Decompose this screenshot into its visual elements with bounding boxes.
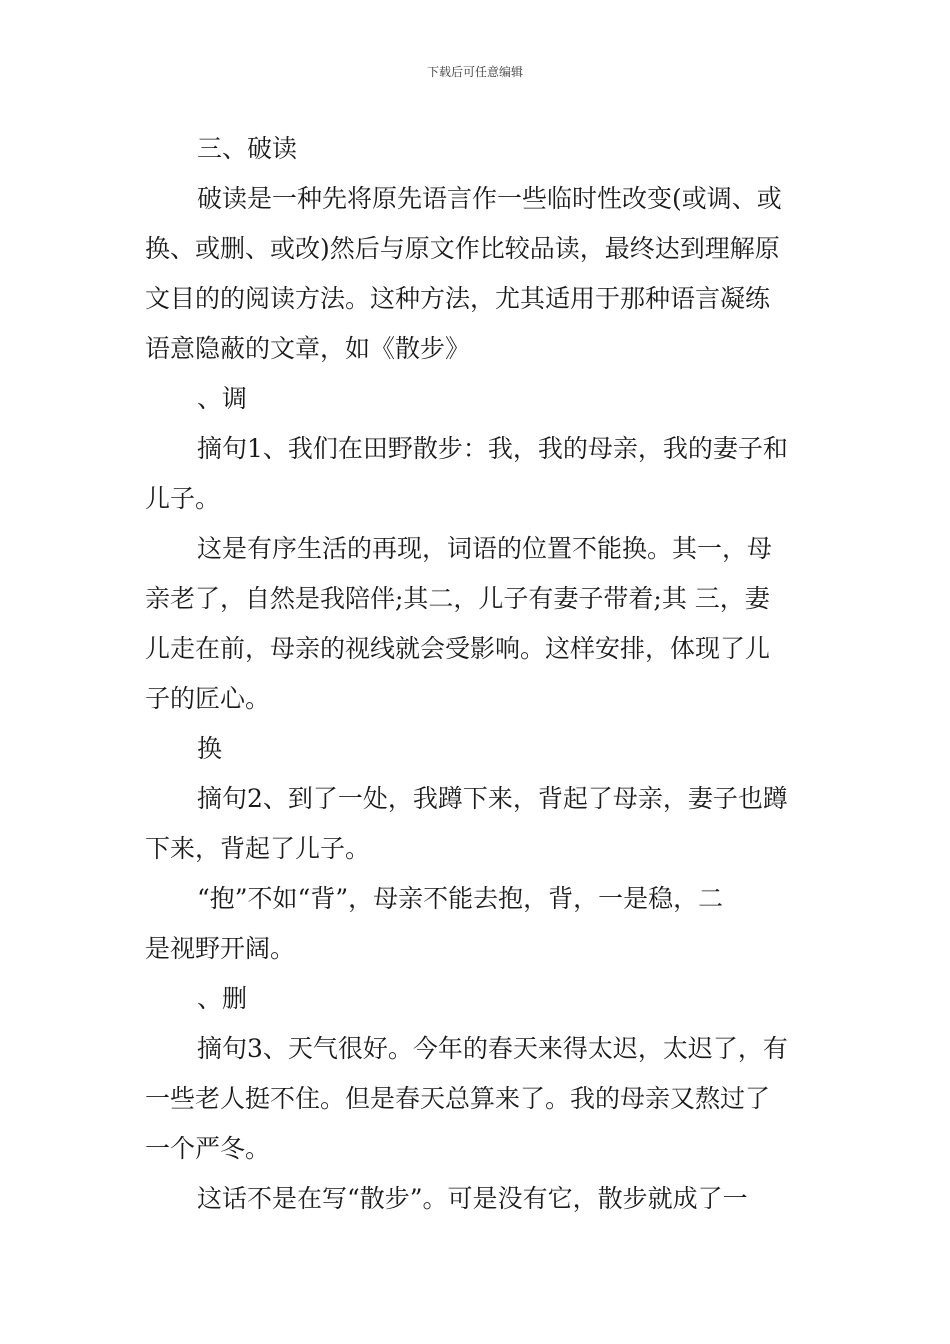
paragraph-line: 儿走在前，母亲的视线就会受影响。这样安排，体现了儿: [145, 634, 771, 663]
paragraph-line: 是视野开阔。: [145, 934, 296, 963]
paragraph-line: 这是有序生活的再现，词语的位置不能换。其一，母: [197, 534, 773, 563]
page-header: 下载后可任意编辑: [426, 65, 523, 79]
subheading-tiao: 、调: [197, 384, 248, 413]
document-body: [145, 124, 810, 1224]
subheading-shan: 、删: [197, 984, 248, 1013]
paragraph-line: 文目的的阅读方法。这种方法，尤其适用于那种语言凝练: [145, 284, 771, 313]
paragraph-line: 语意隐蔽的文章，如《散步》: [145, 334, 471, 363]
paragraph-line: 一个严冬。: [145, 1134, 271, 1163]
paragraph-line: 一些老人挺不住。但是春天总算来了。我的母亲又熬过了: [145, 1084, 771, 1113]
paragraph-line: 子的匠心。: [145, 684, 271, 713]
excerpt-3: 摘句3、天气很好。今年的春天来得太迟，太迟了，有: [197, 1034, 788, 1063]
paragraph-line: 破读是一种先将原先语言作一些临时性改变(或调、或: [197, 184, 782, 213]
paragraph-line: 下来，背起了儿子。: [145, 834, 371, 863]
excerpt-1: 摘句1、我们在田野散步：我，我的母亲，我的妻子和: [197, 434, 788, 463]
subheading-huan: 换: [197, 734, 223, 763]
paragraph-line: 这话不是在写“散步”。可是没有它，散步就成了一: [197, 1184, 748, 1213]
paragraph-line: 儿子。: [145, 484, 221, 513]
excerpt-2: 摘句2、到了一处，我蹲下来，背起了母亲，妻子也蹲: [197, 784, 788, 813]
section-heading: 三、破读: [197, 134, 298, 163]
paragraph-line: “抱”不如“背”，母亲不能去抱，背，一是稳，二: [197, 884, 724, 913]
paragraph-line: 亲老了，自然是我陪伴;其二，儿子有妻子带着;其 三，妻: [145, 584, 770, 613]
paragraph-line: 换、或删、或改)然后与原文作比较品读，最终达到理解原: [145, 234, 780, 263]
